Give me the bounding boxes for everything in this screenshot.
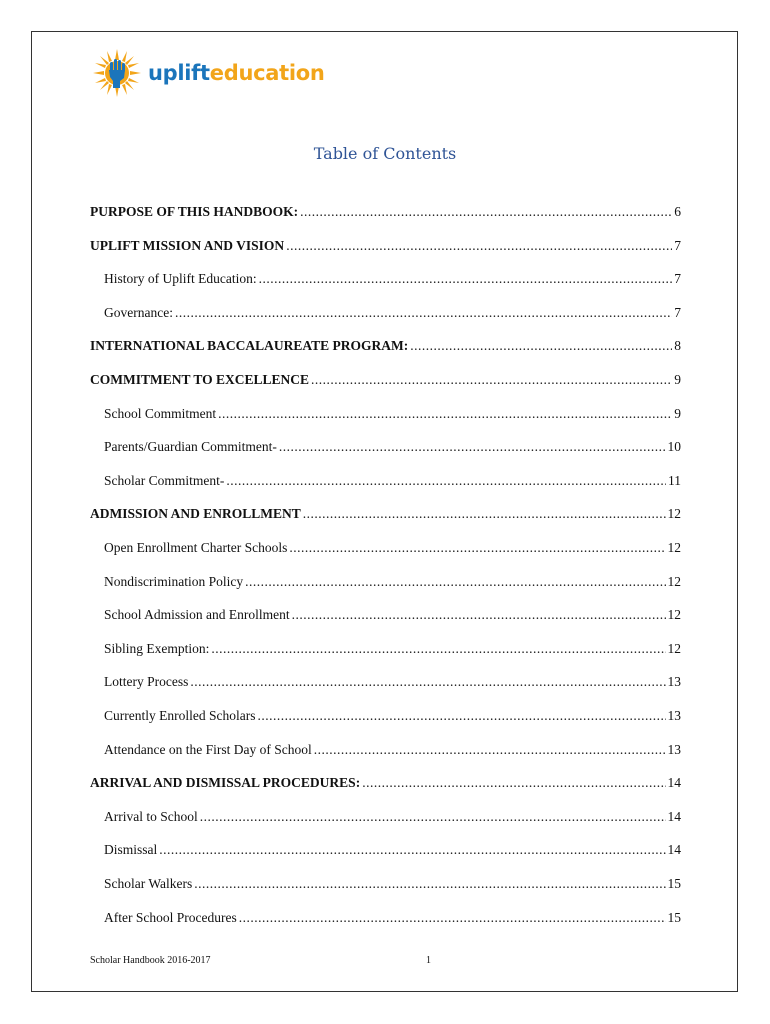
toc-entry-label: Governance: [104, 304, 173, 320]
toc-entry-page: 15 [667, 909, 681, 925]
toc-entry-page: 13 [667, 708, 681, 723]
toc-entry-page: 13 [667, 674, 681, 690]
toc-entry-label: Open Enrollment Charter Schools [104, 540, 288, 555]
toc-section-entry[interactable] [90, 372, 681, 392]
toc-dot-leader [175, 305, 672, 321]
toc-dot-leader [194, 876, 665, 892]
toc-entry-label: COMMITMENT TO EXCELLENCE [90, 372, 310, 387]
toc-entry-label: Nondiscrimination Policy [104, 573, 244, 589]
toc-dot-leader [300, 204, 672, 220]
toc-section-entry[interactable] [90, 238, 681, 258]
toc-entry-page: 12 [667, 607, 681, 623]
toc-subsection-entry[interactable] [104, 473, 681, 493]
toc-entry-label: Arrival to School [104, 808, 198, 824]
toc-entry-page: 8 [674, 338, 681, 354]
toc-entry-page: 14 [667, 808, 681, 824]
toc-subsection-entry[interactable] [104, 607, 681, 627]
toc-dot-leader [239, 910, 666, 926]
toc-entry-label: ADMISSION AND ENROLLMENT [90, 506, 301, 522]
toc-entry-label: Lottery Process [104, 674, 189, 690]
toc-entry-page: 7 [674, 304, 681, 320]
footer-page-number: 1 [426, 955, 431, 966]
toc-subsection-entry[interactable] [104, 641, 681, 661]
toc-entry-page: 12 [667, 506, 681, 522]
toc-dot-leader [279, 439, 666, 455]
toc-dot-leader [362, 775, 665, 791]
toc-subsection-entry[interactable] [104, 271, 681, 291]
logo-uplift-text: uplift [148, 61, 210, 85]
toc-entry-label: INTERNATIONAL BACCALAUREATE PROGRAM: [90, 338, 409, 354]
toc-subsection-entry[interactable] [104, 540, 681, 560]
toc-subsection-entry[interactable] [104, 305, 681, 325]
toc-entry-label: PURPOSE OF THIS HANDBOOK: [90, 204, 299, 219]
toc-subsection-entry[interactable] [104, 742, 681, 762]
toc-dot-leader [200, 809, 666, 825]
toc-section-entry[interactable] [90, 338, 681, 358]
toc-subsection-entry[interactable] [104, 674, 681, 694]
toc-entry-page: 10 [667, 439, 681, 455]
toc-subsection-entry[interactable] [104, 439, 681, 459]
toc-dot-leader [292, 607, 666, 623]
toc-section-entry[interactable] [90, 204, 681, 224]
toc-dot-leader [226, 473, 666, 489]
toc-section-entry[interactable] [90, 506, 681, 526]
toc-section-entry[interactable] [90, 775, 681, 795]
toc-dot-leader [311, 372, 672, 388]
toc-entry-page: 7 [674, 237, 681, 253]
toc-entry-page: 11 [668, 472, 681, 488]
toc-dot-leader [410, 338, 672, 354]
toc-entry-page: 9 [674, 372, 681, 387]
toc-subsection-entry[interactable] [104, 842, 681, 862]
toc-subsection-entry[interactable] [104, 809, 681, 829]
toc-subsection-entry[interactable] [104, 876, 681, 896]
toc-entry-page: 13 [667, 741, 681, 757]
toc-entry-label: History of Uplift Education: [104, 271, 257, 287]
toc-entry-label: Scholar Walkers [104, 876, 193, 891]
toc-dot-leader [245, 574, 665, 590]
toc-entry-page: 12 [667, 640, 681, 656]
toc-dot-leader [289, 540, 665, 556]
toc-dot-leader [314, 742, 666, 758]
logo-education-text: education [209, 61, 325, 85]
toc-dot-leader [286, 238, 672, 254]
toc-title: Table of Contents [313, 144, 457, 163]
toc-dot-leader [259, 271, 673, 287]
toc-entry-page: 9 [674, 405, 681, 421]
toc-entry-page: 12 [667, 573, 681, 589]
toc-entry-label: UPLIFT MISSION AND VISION [90, 237, 285, 253]
toc-entry-label: After School Procedures [104, 909, 237, 925]
toc-entry-label: School Admission and Enrollment [104, 607, 290, 623]
footer-handbook-label: Scholar Handbook 2016-2017 [90, 955, 211, 966]
toc-dot-leader [190, 674, 665, 690]
toc-entry-label: School Commitment [104, 405, 217, 421]
toc-entry-page: 7 [674, 271, 681, 287]
toc-subsection-entry[interactable] [104, 574, 681, 594]
toc-entry-page: 14 [667, 775, 681, 791]
toc-dot-leader [159, 842, 665, 858]
logo-wordmark [148, 61, 325, 85]
toc-entry-page: 15 [667, 876, 681, 891]
toc-subsection-entry[interactable] [104, 406, 681, 426]
toc-entry-page: 6 [674, 204, 681, 219]
toc-entry-label: Parents/Guardian Commitment- [104, 439, 277, 455]
toc-dot-leader [211, 641, 665, 657]
uplift-education-logo [92, 48, 325, 98]
toc-dot-leader [257, 708, 665, 724]
toc-entry-label: Scholar Commitment- [104, 472, 225, 488]
sunburst-hand-icon [92, 48, 142, 98]
toc-entry-page: 12 [667, 540, 681, 555]
toc-entry-label: ARRIVAL AND DISMISSAL PROCEDURES: [90, 775, 361, 791]
toc-dot-leader [303, 506, 666, 522]
toc-subsection-entry[interactable] [104, 910, 681, 930]
toc-entry-label: Currently Enrolled Scholars [104, 708, 256, 723]
toc-entry-label: Attendance on the First Day of School [104, 741, 312, 757]
toc-subsection-entry[interactable] [104, 708, 681, 728]
toc-entry-page: 14 [667, 842, 681, 858]
toc-dot-leader [218, 406, 672, 422]
toc-entry-label: Sibling Exemption: [104, 640, 210, 656]
toc-entry-label: Dismissal [104, 842, 158, 858]
